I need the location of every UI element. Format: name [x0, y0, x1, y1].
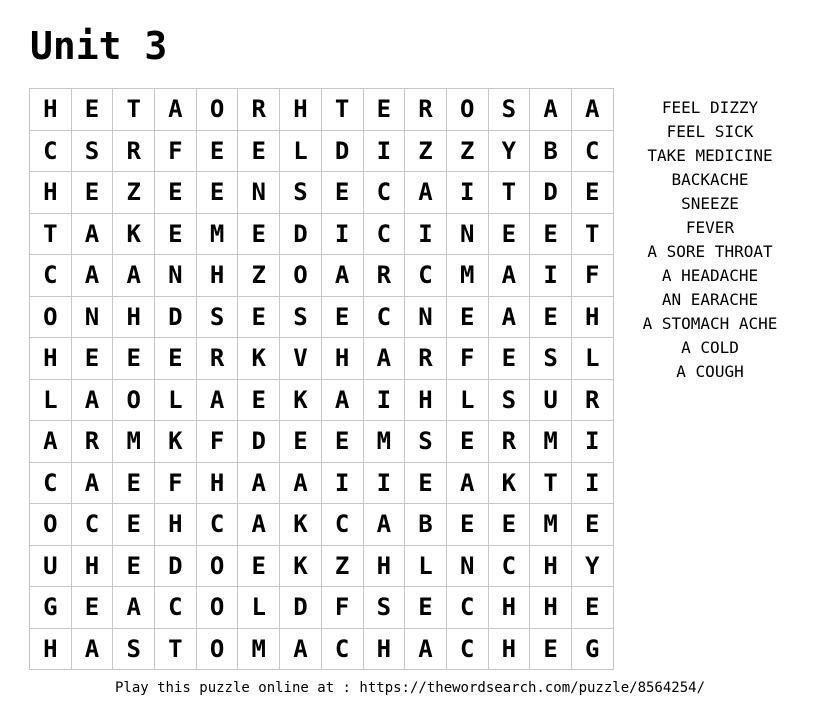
grid-letter-cell: A	[321, 379, 363, 421]
grid-letter-cell: E	[196, 172, 238, 214]
grid-letter-cell: C	[571, 130, 613, 172]
grid-letter-cell: T	[571, 213, 613, 255]
grid-letter-cell: D	[321, 130, 363, 172]
grid-letter-cell: R	[196, 338, 238, 380]
grid-letter-cell: S	[488, 379, 530, 421]
grid-letter-cell: E	[488, 213, 530, 255]
grid-letter-cell: H	[113, 296, 155, 338]
grid-letter-cell: R	[571, 379, 613, 421]
grid-letter-cell: B	[530, 130, 572, 172]
grid-letter-cell: H	[196, 462, 238, 504]
grid-letter-cell: H	[363, 545, 405, 587]
grid-letter-cell: K	[155, 421, 197, 463]
grid-letter-cell: I	[363, 379, 405, 421]
grid-letter-cell: A	[571, 89, 613, 131]
grid-letter-cell: A	[405, 172, 447, 214]
grid-letter-cell: A	[405, 628, 447, 670]
grid-letter-cell: E	[113, 545, 155, 587]
grid-letter-cell: R	[113, 130, 155, 172]
grid-letter-cell: A	[30, 421, 72, 463]
grid-letter-cell: E	[238, 296, 280, 338]
grid-letter-cell: C	[446, 587, 488, 629]
grid-letter-cell: F	[321, 587, 363, 629]
grid-letter-cell: S	[280, 172, 322, 214]
grid-letter-cell: O	[280, 255, 322, 297]
word-list-item: AN EARACHE	[661, 290, 759, 309]
grid-letter-cell: I	[363, 130, 405, 172]
grid-letter-cell: C	[446, 628, 488, 670]
grid-letter-cell: E	[571, 172, 613, 214]
grid-letter-cell: H	[530, 545, 572, 587]
grid-letter-cell: Z	[321, 545, 363, 587]
grid-letter-cell: I	[405, 213, 447, 255]
grid-letter-cell: E	[113, 462, 155, 504]
grid-letter-cell: E	[155, 338, 197, 380]
grid-letter-cell: H	[30, 89, 72, 131]
grid-letter-cell: E	[571, 504, 613, 546]
grid-letter-cell: A	[280, 628, 322, 670]
grid-letter-cell: R	[405, 338, 447, 380]
grid-letter-cell: M	[530, 421, 572, 463]
grid-letter-cell: F	[196, 421, 238, 463]
grid-row	[30, 89, 614, 131]
grid-letter-cell: S	[71, 130, 113, 172]
grid-letter-cell: L	[405, 545, 447, 587]
grid-letter-cell: E	[113, 504, 155, 546]
grid-letter-cell: Z	[405, 130, 447, 172]
grid-letter-cell: I	[530, 255, 572, 297]
grid-letter-cell: O	[30, 504, 72, 546]
grid-letter-cell: I	[571, 421, 613, 463]
grid-letter-cell: R	[488, 421, 530, 463]
word-list-item: FEEL DIZZY	[661, 98, 759, 117]
grid-letter-cell: A	[71, 213, 113, 255]
grid-letter-cell: Y	[488, 130, 530, 172]
word-list-item: SNEEZE	[681, 194, 739, 213]
grid-letter-cell: C	[321, 628, 363, 670]
grid-letter-cell: O	[446, 89, 488, 131]
grid-row	[30, 421, 614, 463]
grid-letter-cell: T	[488, 172, 530, 214]
grid-letter-cell: I	[446, 172, 488, 214]
grid-letter-cell: E	[71, 89, 113, 131]
grid-letter-cell: A	[113, 587, 155, 629]
grid-letter-cell: S	[488, 89, 530, 131]
grid-letter-cell: R	[363, 255, 405, 297]
grid-letter-cell: O	[196, 628, 238, 670]
grid-letter-cell: E	[363, 89, 405, 131]
grid-letter-cell: O	[196, 89, 238, 131]
grid-letter-cell: L	[446, 379, 488, 421]
grid-row	[30, 628, 614, 670]
grid-letter-cell: A	[363, 504, 405, 546]
word-list	[625, 96, 795, 384]
grid-letter-cell: C	[363, 172, 405, 214]
grid-letter-cell: M	[113, 421, 155, 463]
grid-letter-cell: C	[405, 255, 447, 297]
grid-letter-cell: A	[155, 89, 197, 131]
grid-letter-cell: N	[446, 213, 488, 255]
grid-letter-cell: V	[280, 338, 322, 380]
grid-letter-cell: S	[196, 296, 238, 338]
grid-letter-cell: D	[155, 545, 197, 587]
grid-letter-cell: E	[238, 213, 280, 255]
grid-letter-cell: E	[321, 172, 363, 214]
word-list-item: A COUGH	[676, 362, 744, 381]
grid-letter-cell: H	[30, 172, 72, 214]
grid-letter-cell: C	[30, 255, 72, 297]
grid-letter-cell: E	[530, 213, 572, 255]
grid-letter-cell: H	[571, 296, 613, 338]
grid-letter-cell: E	[488, 338, 530, 380]
grid-letter-cell: E	[446, 421, 488, 463]
grid-letter-cell: S	[280, 296, 322, 338]
word-list-item: A HEADACHE	[661, 266, 759, 285]
grid-row	[30, 296, 614, 338]
grid-letter-cell: H	[488, 587, 530, 629]
grid-letter-cell: L	[280, 130, 322, 172]
grid-letter-cell: L	[30, 379, 72, 421]
grid-letter-cell: I	[321, 462, 363, 504]
grid-letter-cell: H	[196, 255, 238, 297]
grid-letter-cell: N	[446, 545, 488, 587]
grid-letter-cell: E	[280, 421, 322, 463]
grid-letter-cell: M	[238, 628, 280, 670]
word-list-item: BACKACHE	[671, 170, 749, 189]
grid-letter-cell: S	[530, 338, 572, 380]
word-list-item: FEEL SICK	[666, 122, 754, 141]
grid-letter-cell: F	[155, 130, 197, 172]
grid-letter-cell: A	[280, 462, 322, 504]
word-list-item: A STOMACH ACHE	[642, 314, 778, 333]
grid-letter-cell: E	[405, 462, 447, 504]
grid-letter-cell: H	[30, 338, 72, 380]
grid-letter-cell: C	[363, 296, 405, 338]
grid-letter-cell: R	[71, 421, 113, 463]
grid-letter-cell: N	[238, 172, 280, 214]
grid-letter-cell: D	[530, 172, 572, 214]
grid-letter-cell: K	[488, 462, 530, 504]
grid-letter-cell: Y	[571, 545, 613, 587]
grid-letter-cell: Z	[113, 172, 155, 214]
grid-letter-cell: I	[363, 462, 405, 504]
grid-letter-cell: E	[71, 172, 113, 214]
grid-letter-cell: H	[530, 587, 572, 629]
grid-letter-cell: Z	[446, 130, 488, 172]
grid-row	[30, 504, 614, 546]
grid-letter-cell: B	[405, 504, 447, 546]
grid-letter-cell: L	[571, 338, 613, 380]
grid-letter-cell: S	[363, 587, 405, 629]
grid-letter-cell: H	[71, 545, 113, 587]
grid-row	[30, 172, 614, 214]
grid-letter-cell: D	[155, 296, 197, 338]
grid-letter-cell: C	[71, 504, 113, 546]
grid-letter-cell: I	[571, 462, 613, 504]
grid-letter-cell: E	[71, 338, 113, 380]
grid-letter-cell: S	[405, 421, 447, 463]
grid-letter-cell: C	[155, 587, 197, 629]
grid-letter-cell: K	[280, 545, 322, 587]
grid-letter-cell: T	[530, 462, 572, 504]
grid-letter-cell: A	[113, 255, 155, 297]
grid-letter-cell: N	[71, 296, 113, 338]
grid-letter-cell: T	[113, 89, 155, 131]
grid-row	[30, 213, 614, 255]
grid-letter-cell: O	[196, 587, 238, 629]
grid-letter-cell: S	[113, 628, 155, 670]
grid-letter-cell: C	[196, 504, 238, 546]
grid-letter-cell: A	[71, 379, 113, 421]
footer-link-text: Play this puzzle online at : https://thewordsearch.com/puzzle/8564254/	[114, 680, 705, 696]
grid-letter-cell: A	[71, 462, 113, 504]
grid-letter-cell: C	[30, 462, 72, 504]
grid-letter-cell: E	[238, 130, 280, 172]
grid-letter-cell: E	[155, 213, 197, 255]
grid-letter-cell: A	[238, 504, 280, 546]
grid-letter-cell: U	[30, 545, 72, 587]
word-list-item: FEVER	[685, 218, 735, 237]
grid-letter-cell: T	[321, 89, 363, 131]
grid-letter-cell: L	[238, 587, 280, 629]
grid-letter-cell: E	[71, 587, 113, 629]
grid-letter-cell: H	[405, 379, 447, 421]
grid-letter-cell: H	[280, 89, 322, 131]
grid-letter-cell: Z	[238, 255, 280, 297]
grid-letter-cell: E	[238, 545, 280, 587]
grid-row	[30, 462, 614, 504]
grid-letter-cell: U	[530, 379, 572, 421]
grid-letter-cell: O	[30, 296, 72, 338]
grid-letter-cell: K	[280, 379, 322, 421]
grid-letter-cell: E	[196, 130, 238, 172]
grid-letter-cell: M	[530, 504, 572, 546]
grid-letter-cell: E	[530, 296, 572, 338]
grid-letter-cell: H	[321, 338, 363, 380]
grid-letter-cell: A	[363, 338, 405, 380]
grid-letter-cell: L	[155, 379, 197, 421]
grid-letter-cell: R	[238, 89, 280, 131]
grid-letter-cell: F	[446, 338, 488, 380]
grid-letter-cell: A	[446, 462, 488, 504]
grid-letter-cell: E	[405, 587, 447, 629]
grid-letter-cell: T	[30, 213, 72, 255]
grid-letter-cell: E	[113, 338, 155, 380]
grid-letter-cell: I	[321, 213, 363, 255]
grid-letter-cell: D	[280, 213, 322, 255]
grid-letter-cell: K	[113, 213, 155, 255]
grid-letter-cell: A	[488, 255, 530, 297]
word-list-item: A COLD	[681, 338, 739, 357]
grid-letter-cell: O	[113, 379, 155, 421]
grid-letter-cell: N	[155, 255, 197, 297]
grid-letter-cell: D	[238, 421, 280, 463]
grid-row	[30, 338, 614, 380]
word-search-grid	[29, 88, 614, 670]
grid-letter-cell: A	[71, 628, 113, 670]
grid-letter-cell: A	[321, 255, 363, 297]
grid-letter-cell: C	[30, 130, 72, 172]
grid-letter-cell: G	[571, 628, 613, 670]
grid-letter-cell: E	[321, 296, 363, 338]
grid-letter-cell: A	[238, 462, 280, 504]
grid-letter-cell: E	[571, 587, 613, 629]
grid-letter-cell: M	[363, 421, 405, 463]
grid-letter-cell: E	[446, 504, 488, 546]
puzzle-title: Unit 3	[30, 24, 168, 68]
grid-letter-cell: H	[30, 628, 72, 670]
grid-row	[30, 130, 614, 172]
grid-letter-cell: H	[488, 628, 530, 670]
grid-letter-cell: A	[196, 379, 238, 421]
grid-letter-cell: E	[238, 379, 280, 421]
grid-letter-cell: G	[30, 587, 72, 629]
grid-letter-cell: D	[280, 587, 322, 629]
grid-letter-cell: F	[155, 462, 197, 504]
grid-row	[30, 545, 614, 587]
grid-letter-cell: C	[321, 504, 363, 546]
grid-letter-cell: F	[571, 255, 613, 297]
grid-letter-cell: C	[363, 213, 405, 255]
grid-letter-cell: H	[363, 628, 405, 670]
grid-letter-cell: C	[488, 545, 530, 587]
grid-letter-cell: R	[405, 89, 447, 131]
grid-letter-cell: E	[321, 421, 363, 463]
grid-row	[30, 255, 614, 297]
grid-letter-cell: N	[405, 296, 447, 338]
grid-letter-cell: O	[196, 545, 238, 587]
grid-letter-cell: A	[71, 255, 113, 297]
grid-letter-cell: E	[530, 628, 572, 670]
word-list-item: A SORE THROAT	[647, 242, 773, 261]
grid-letter-cell: M	[446, 255, 488, 297]
grid-row	[30, 379, 614, 421]
grid-letter-cell: T	[155, 628, 197, 670]
grid-letter-cell: E	[446, 296, 488, 338]
grid-letter-cell: M	[196, 213, 238, 255]
word-list-item: TAKE MEDICINE	[647, 146, 773, 165]
grid-row	[30, 587, 614, 629]
grid-letter-cell: E	[155, 172, 197, 214]
grid-letter-cell: A	[488, 296, 530, 338]
grid-letter-cell: E	[488, 504, 530, 546]
grid-letter-cell: H	[155, 504, 197, 546]
grid-letter-cell: K	[238, 338, 280, 380]
grid-letter-cell: K	[280, 504, 322, 546]
grid-letter-cell: A	[530, 89, 572, 131]
